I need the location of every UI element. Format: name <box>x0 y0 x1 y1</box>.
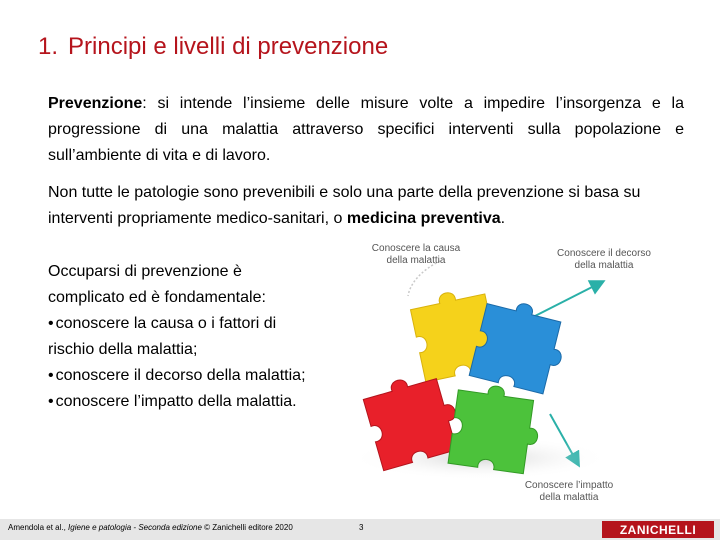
label-line: della malattia <box>386 255 446 266</box>
citation-publisher: © Zanichelli editore 2020 <box>201 523 293 532</box>
puzzle-illustration <box>330 236 720 519</box>
term-prevenzione: Prevenzione <box>48 95 143 112</box>
paragraph-preventive-medicine <box>48 180 684 232</box>
intro-line: Occuparsi di prevenzione è <box>48 263 242 280</box>
title-number: 1. <box>38 33 59 60</box>
bullet-text: conoscere l’impatto della malattia. <box>55 393 297 410</box>
term-medicina-preventiva: medicina preventiva <box>346 210 501 227</box>
paragraph-prevention-list <box>48 259 348 415</box>
arrow-decorso <box>535 282 602 316</box>
label-line: della malattia <box>539 492 599 503</box>
p2-end: . <box>500 210 506 227</box>
puzzle-graphic <box>330 236 720 519</box>
bullet-text: conoscere il decorso della malattia; <box>55 367 306 384</box>
bullet-continuation: rischio della malattia; <box>48 341 198 358</box>
label-conoscere-causa <box>366 243 466 267</box>
bullet-marker: • <box>48 393 54 410</box>
bullet-item <box>48 389 348 415</box>
bullet-marker: • <box>48 367 54 384</box>
label-conoscere-impatto <box>514 480 624 504</box>
bullet-marker: • <box>48 315 54 332</box>
p2-text: Non tutte le patologie sono prevenibili e solo una parte della prevenzione si basa su interventi propriamente medico-sanitari, o <box>48 184 641 227</box>
zanichelli-logo: ZANICHELLI <box>602 521 714 538</box>
citation-title: Igiene e patologia - Seconda edizione <box>68 523 202 532</box>
paragraph-definition <box>48 91 684 169</box>
bullet-item <box>48 363 348 389</box>
bullet-text: conoscere la causa o i fattori di <box>55 315 277 332</box>
slide-title <box>38 33 388 61</box>
label-line: Conoscere il decorso <box>557 248 651 259</box>
definition-text: : si intende l’insieme delle misure volte a impedire l’insorgenza e la progressione di una malattia attraverso specifici interventi sulla popolazione e sull’ambiente di vita e di lavoro. <box>48 95 684 164</box>
label-line: Conoscere l’impatto <box>524 480 614 491</box>
page-number: 3 <box>359 523 364 532</box>
title-text: Principi e livelli di prevenzione <box>68 33 389 60</box>
bullet-item <box>48 311 348 337</box>
citation-authors: Amendola et al., <box>8 523 69 532</box>
intro-line: complicato ed è fondamentale: <box>48 289 266 306</box>
footer-citation <box>8 523 293 532</box>
label-conoscere-decorso <box>549 248 659 272</box>
footer-bar <box>0 519 720 540</box>
label-line: Conoscere la causa <box>371 243 461 254</box>
label-line: della malattia <box>574 260 634 271</box>
